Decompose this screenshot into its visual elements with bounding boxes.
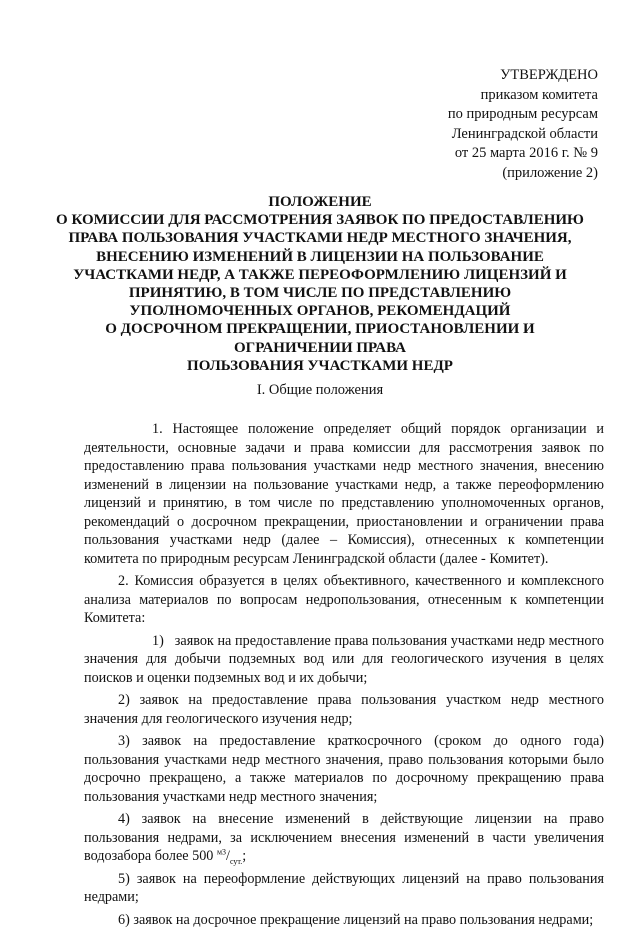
paragraph-2: 2. Комиссия образуется в целях объективного, качественного и комплексного анализа материалов по вопросам недропользования, отнесенным к компетенции Комитета: <box>84 573 604 626</box>
list-text: заявок на предоставление права пользования участками недр местного значения для добычи подземных вод или для геологического изучения в целях поисков и оценки подземных вод и их добычи; <box>84 632 605 686</box>
paragraph-1 <box>84 420 604 568</box>
title-line: О ДОСРОЧНОМ ПРЕКРАЩЕНИИ, ПРИОСТАНОВЛЕНИИ И <box>105 321 535 338</box>
section-heading: I. Общие положения <box>256 382 384 398</box>
approval-line: от 25 марта 2016 г. № 9 <box>454 145 598 161</box>
approval-stamp <box>448 66 598 183</box>
list-end: ; <box>242 848 247 864</box>
approval-line: (приложение 2) <box>502 164 598 181</box>
paragraph-text: Настоящее положение определяет общий порядок организации и деятельности, основные задачи и права комиссии для рассмотрения заявок по предоставлению права пользования участками недр местного значения, внесению изменений в лицензии на пользование участками недр, а также переоформлению лицензий и принятию, в том числе по представлению уполномоченных органов, рекомендаций о досрочном прекращении, приостановлении и ограничении права пользования участками недр (далее – Комиссия), отнесенных к компетенции комитета по природным ресурсам Ленинградской области (далее - Комитет). <box>84 421 605 567</box>
list-item-5: 5) заявок на переоформление действующих лицензий на право пользования недрами; <box>84 870 604 905</box>
approval-line: по природным ресурсам <box>447 106 598 122</box>
title-line: ОГРАНИЧЕНИИ ПРАВА <box>233 339 407 356</box>
list-item-3: 3) заявок на предоставление краткосрочного (сроком до одного года) пользования участками недр местного значения, право пользования которыми было досрочно прекращено, а также материалов по досрочному прекращению права пользования участками недр местного значения; <box>84 733 604 805</box>
unit-separator: / <box>226 848 230 864</box>
title-line: УЧАСТКАМИ НЕДР, А ТАКЖЕ ПЕРЕОФОРМЛЕНИЮ ЛИЦЕНЗИЙ И <box>73 266 567 283</box>
approval-line: Ленинградской области <box>451 125 598 142</box>
approval-line: УТВЕРЖДЕНО <box>500 67 598 83</box>
list-item-2: 2) заявок на предоставление права пользования участком недр местного значения для геологического изучения недр; <box>84 692 604 727</box>
document-title <box>50 193 590 375</box>
title-line: О КОМИССИИ ДЛЯ РАССМОТРЕНИЯ ЗАЯВОК ПО ПРЕДОСТАВЛЕНИЮ <box>56 212 584 229</box>
title-line: ПРАВА ПОЛЬЗОВАНИЯ УЧАСТКАМИ НЕДР МЕСТНОГО ЗНАЧЕНИЯ, <box>68 230 572 247</box>
title-line: ПОЛЬЗОВАНИЯ УЧАСТКАМИ НЕДР <box>187 357 453 374</box>
unit-superscript: м3 <box>216 847 226 857</box>
list-item-1 <box>84 632 604 688</box>
title-line: ВНЕСЕНИЮ ИЗМЕНЕНИЙ В ЛИЦЕНЗИИ НА ПОЛЬЗОВАНИЕ <box>96 248 544 265</box>
approval-line: приказом комитета <box>480 86 598 103</box>
title-line: УПОЛНОМОЧЕННЫХ ОРГАНОВ, РЕКОМЕНДАЦИЙ <box>129 303 511 320</box>
list-text: 4) заявок на внесение изменений в действующие лицензии на право пользования недрами, за исключением внесения изменений в части увеличения водозабора более 500 <box>84 811 604 864</box>
list-number: 1) <box>152 632 164 649</box>
title-line: ПРИНЯТИЮ, В ТОМ ЧИСЛЕ ПО ПРЕДСТАВЛЕНИЮ <box>128 285 512 302</box>
unit-subscript: сут. <box>229 856 243 866</box>
title-line: ПОЛОЖЕНИЕ <box>268 194 372 210</box>
document-body <box>84 420 604 933</box>
list-item-6: 6) заявок на досрочное прекращение лицензий на право пользования недрами; <box>118 911 594 928</box>
paragraph-number: 1. <box>152 421 163 437</box>
list-item-4 <box>84 810 604 866</box>
